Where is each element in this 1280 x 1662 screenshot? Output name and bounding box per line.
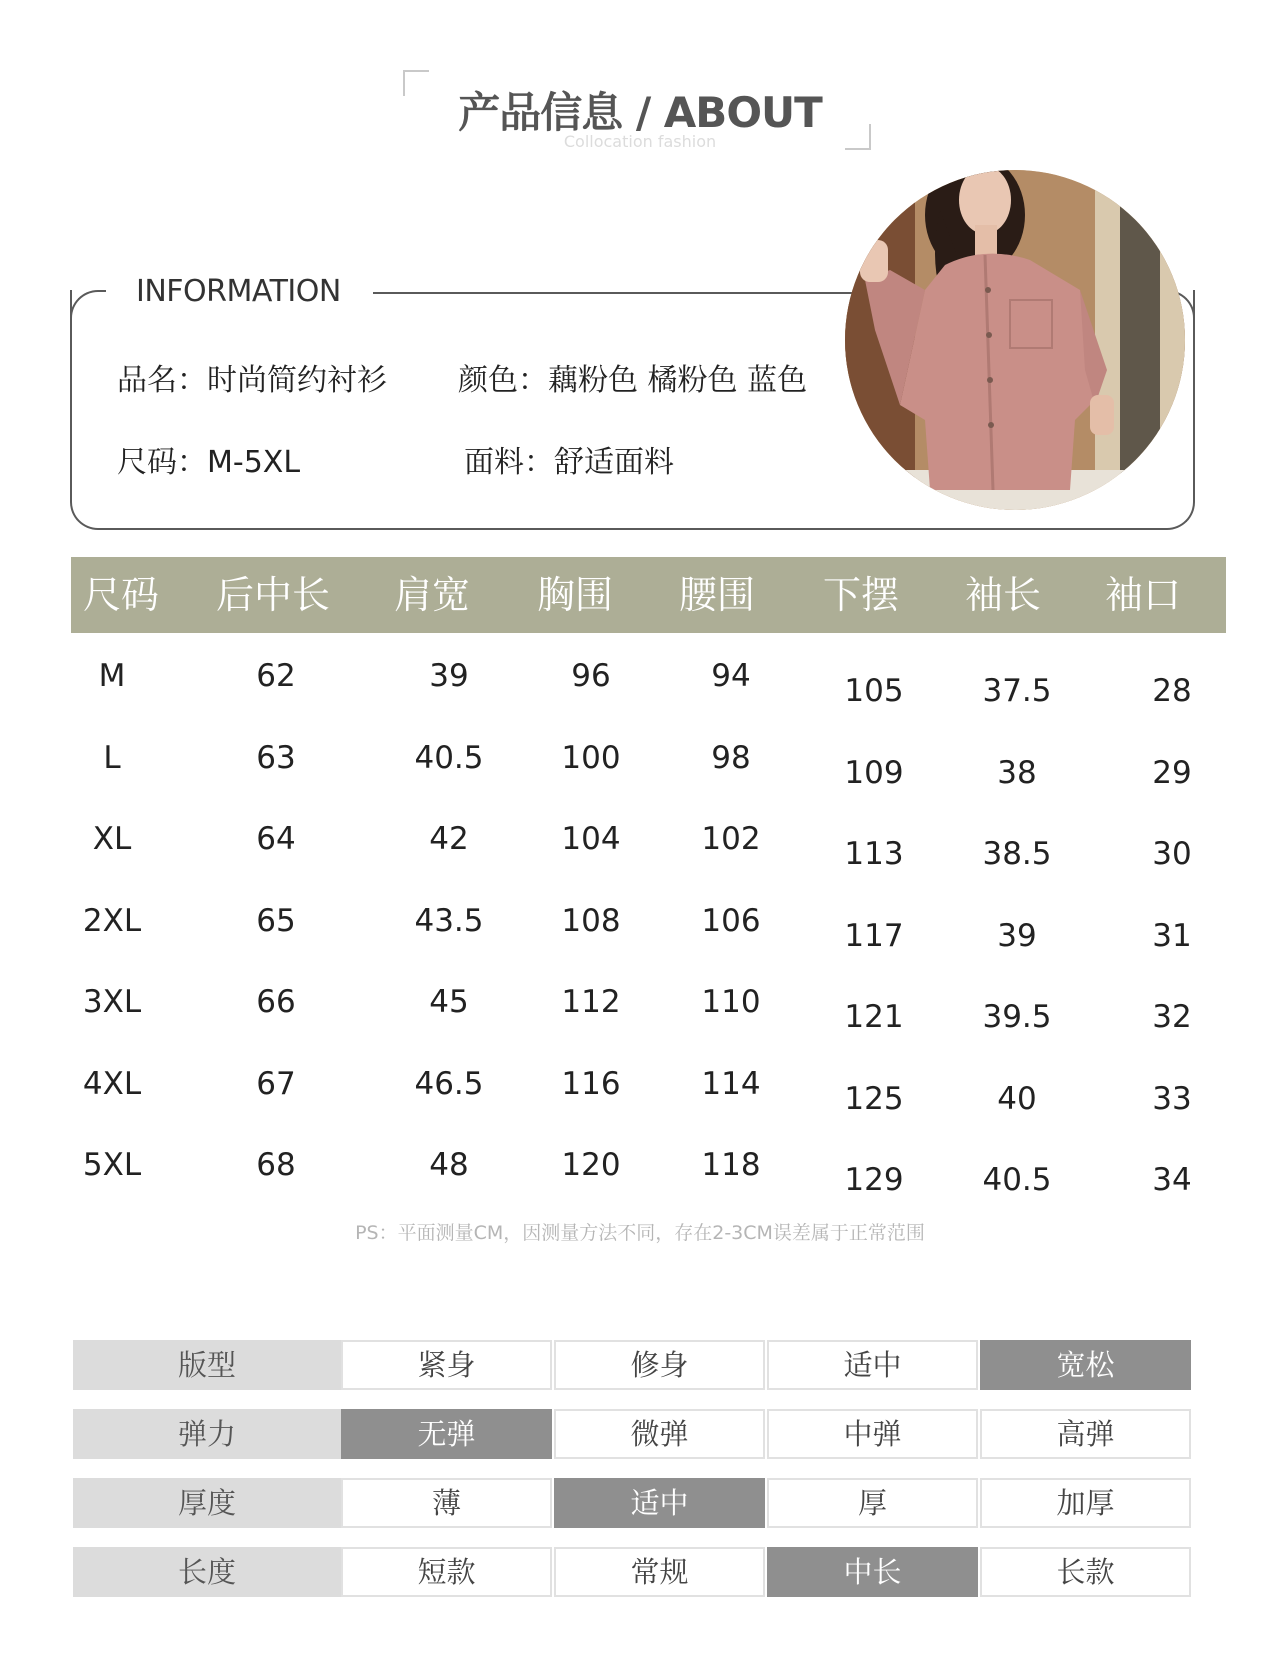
cell-cuff: 28: [1152, 673, 1192, 709]
color-value: 藕粉色 橘粉色 蓝色: [548, 363, 808, 398]
cell-back-length: 64: [256, 821, 296, 857]
cell-sleeve-length: 37.5: [982, 673, 1052, 709]
cell-back-length: 63: [256, 739, 296, 776]
attribute-option: 厚: [767, 1478, 978, 1528]
cell-sleeve-length: 39.5: [982, 999, 1052, 1035]
attribute-option: 适中: [767, 1340, 978, 1390]
cell-size: L: [103, 739, 121, 776]
attribute-option-selected: 无弹: [341, 1409, 552, 1459]
attribute-label: 厚度: [73, 1478, 341, 1528]
cell-size: 3XL: [82, 984, 142, 1020]
cell-back-length: 68: [256, 1147, 296, 1183]
cell-back-length: 62: [256, 658, 296, 694]
cell-sleeve-length: 40.5: [982, 1162, 1052, 1198]
attribute-label: 长度: [73, 1547, 341, 1597]
cell-sleeve-length: 38.5: [982, 836, 1052, 872]
cell-shoulder: 42: [429, 821, 469, 857]
attribute-option: 中弹: [767, 1409, 978, 1459]
attribute-row-thickness: [73, 1478, 1197, 1528]
cell-sleeve-length: 40: [997, 1080, 1037, 1117]
attribute-option: 高弹: [980, 1409, 1191, 1459]
attribute-option: 长款: [980, 1547, 1191, 1597]
information-box-top-line: [373, 292, 873, 294]
attribute-row-elasticity: [73, 1409, 1197, 1459]
cell-size: XL: [92, 821, 132, 857]
attribute-option-selected: 中长: [767, 1547, 978, 1597]
measurement-note: PS：平面测量CM，因测量方法不同，存在2-3CM误差属于正常范围: [355, 1222, 925, 1244]
cell-cuff: 34: [1152, 1162, 1192, 1198]
cell-hem: 125: [844, 1080, 904, 1117]
cell-shoulder: 48: [429, 1147, 469, 1183]
cell-size: 5XL: [82, 1147, 142, 1183]
product-photo: [845, 170, 1185, 510]
cell-cuff: 32: [1152, 999, 1192, 1035]
product-name-value: 时尚简约衬衫: [207, 363, 387, 398]
page-subtitle: Collocation fashion: [563, 132, 717, 151]
cell-chest: 116: [561, 1065, 621, 1102]
header-shoulder: 肩宽: [393, 573, 470, 617]
cell-back-length: 67: [256, 1065, 296, 1102]
cell-chest: 96: [571, 658, 611, 694]
cell-waist: 106: [701, 902, 761, 939]
cell-hem: 105: [844, 673, 904, 709]
cell-cuff: 31: [1152, 917, 1192, 954]
size-range-label: 尺码：: [117, 445, 207, 480]
page-title: 产品信息 / ABOUT: [458, 88, 822, 137]
attribute-option-selected: 宽松: [980, 1340, 1191, 1390]
header-hem: 下摆: [822, 573, 899, 617]
cell-waist: 102: [701, 821, 761, 857]
cell-sleeve-length: 39: [997, 917, 1037, 954]
product-photo-illustration: [845, 170, 1185, 510]
cell-hem: 117: [844, 917, 904, 954]
fabric-row: [464, 437, 674, 481]
attribute-option: 修身: [554, 1340, 765, 1390]
cell-chest: 108: [561, 902, 621, 939]
cell-chest: 104: [561, 821, 621, 857]
cell-waist: 94: [711, 658, 751, 694]
attribute-row-length: [73, 1547, 1197, 1597]
cell-sleeve-length: 38: [997, 754, 1037, 791]
cell-back-length: 66: [256, 984, 296, 1020]
cell-waist: 98: [711, 739, 751, 776]
size-table-header: [71, 557, 1226, 633]
cell-chest: 100: [561, 739, 621, 776]
cell-chest: 120: [561, 1147, 621, 1183]
attribute-label: 弹力: [73, 1409, 341, 1459]
cell-back-length: 65: [256, 902, 296, 939]
attribute-label: 版型: [73, 1340, 341, 1390]
cell-shoulder: 39: [429, 658, 469, 694]
product-name-row: [117, 355, 387, 399]
attribute-row-fit: [73, 1340, 1197, 1390]
cell-shoulder: 45: [429, 984, 469, 1020]
attribute-option: 加厚: [980, 1478, 1191, 1528]
cell-shoulder: 46.5: [414, 1065, 484, 1102]
cell-cuff: 30: [1152, 836, 1192, 872]
cell-shoulder: 43.5: [414, 902, 484, 939]
cell-hem: 109: [844, 754, 904, 791]
cell-size: M: [98, 658, 126, 694]
attribute-option: 常规: [554, 1547, 765, 1597]
header-cuff: 袖口: [1104, 573, 1181, 617]
attribute-option: 微弹: [554, 1409, 765, 1459]
color-label: 颜色：: [458, 363, 548, 398]
header-sleeve-length: 袖长: [964, 573, 1041, 617]
attribute-option-selected: 适中: [554, 1478, 765, 1528]
cell-hem: 129: [844, 1162, 904, 1198]
product-name-label: 品名：: [117, 363, 207, 398]
cell-size: 4XL: [82, 1065, 142, 1102]
cell-waist: 110: [701, 984, 761, 1020]
fabric-value: 舒适面料: [554, 445, 674, 480]
cell-size: 2XL: [82, 902, 142, 939]
attribute-option: 短款: [341, 1547, 552, 1597]
header-waist: 腰围: [678, 573, 755, 617]
fabric-label: 面料：: [464, 445, 554, 480]
header-back-length: 后中长: [215, 573, 330, 617]
cell-shoulder: 40.5: [414, 739, 484, 776]
size-range-row: [117, 437, 300, 481]
cell-chest: 112: [561, 984, 621, 1020]
cell-waist: 114: [701, 1065, 761, 1102]
attribute-option: 薄: [341, 1478, 552, 1528]
header-chest: 胸围: [536, 573, 613, 617]
information-heading: INFORMATION: [132, 274, 345, 309]
header-size: 尺码: [82, 573, 159, 617]
cell-hem: 113: [844, 836, 904, 872]
cell-hem: 121: [844, 999, 904, 1035]
attribute-option: 紧身: [341, 1340, 552, 1390]
color-row: [458, 355, 807, 399]
cell-cuff: 33: [1152, 1080, 1192, 1117]
cell-cuff: 29: [1152, 754, 1192, 791]
size-range-value: M-5XL: [207, 445, 301, 480]
cell-waist: 118: [701, 1147, 761, 1183]
